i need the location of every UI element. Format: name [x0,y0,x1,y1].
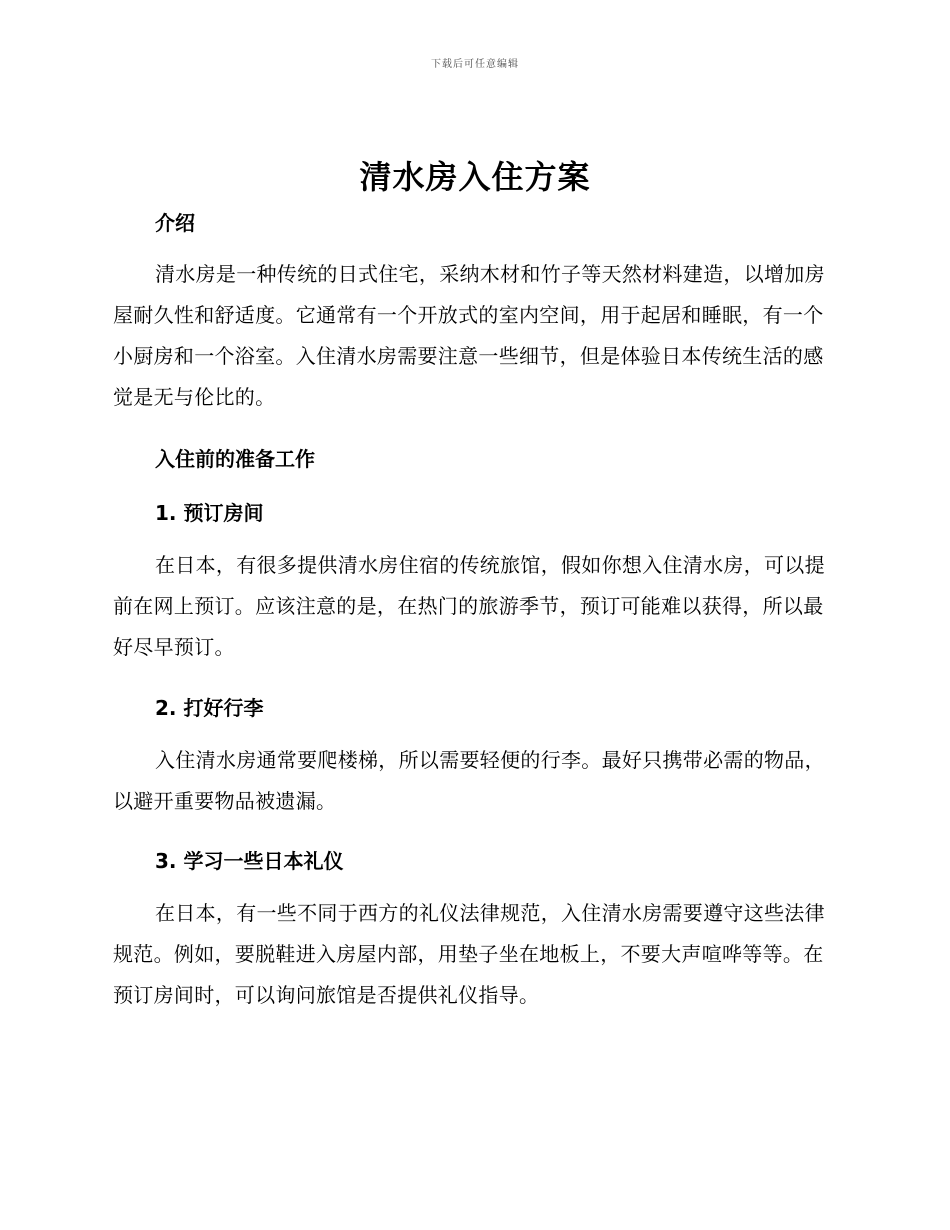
section-heading-booking: 1. 预订房间 [155,501,264,525]
section-heading-luggage: 2. 打好行李 [155,696,264,720]
section-paragraph-booking: 在日本，有很多提供清水房住宿的传统旅馆，假如你想入住清水房，可以提前在网上预订。应该注意的是，在热门的旅游季节，预订可能难以获得，所以最好尽早预订。 [113,553,825,659]
section-heading-etiquette: 3. 学习一些日本礼仪 [155,849,344,873]
prep-heading: 入住前的准备工作 [155,447,315,471]
header-note: 下载后可任意编辑 [431,59,519,70]
intro-heading: 介绍 [155,211,195,235]
intro-paragraph: 清水房是一种传统的日式住宅，采纳木材和竹子等天然材料建造，以增加房屋耐久性和舒适度。它通常有一个开放式的室内空间，用于起居和睡眠，有一个小厨房和一个浴室。入住清水房需要注意一些细节，但是体验日本传统生活的感觉是无与伦比的。 [113,262,825,409]
document-title: 清水房入住方案 [359,158,591,196]
section-paragraph-etiquette: 在日本，有一些不同于西方的礼仪法律规范，入住清水房需要遵守这些法律规范。例如，要脱鞋进入房屋内部，用垫子坐在地板上，不要大声喧哗等等。在预订房间时，可以询问旅馆是否提供礼仪指导。 [113,901,825,1007]
section-paragraph-luggage: 入住清水房通常要爬楼梯，所以需要轻便的行李。最好只携带必需的物品，以避开重要物品被遗漏。 [113,748,825,813]
